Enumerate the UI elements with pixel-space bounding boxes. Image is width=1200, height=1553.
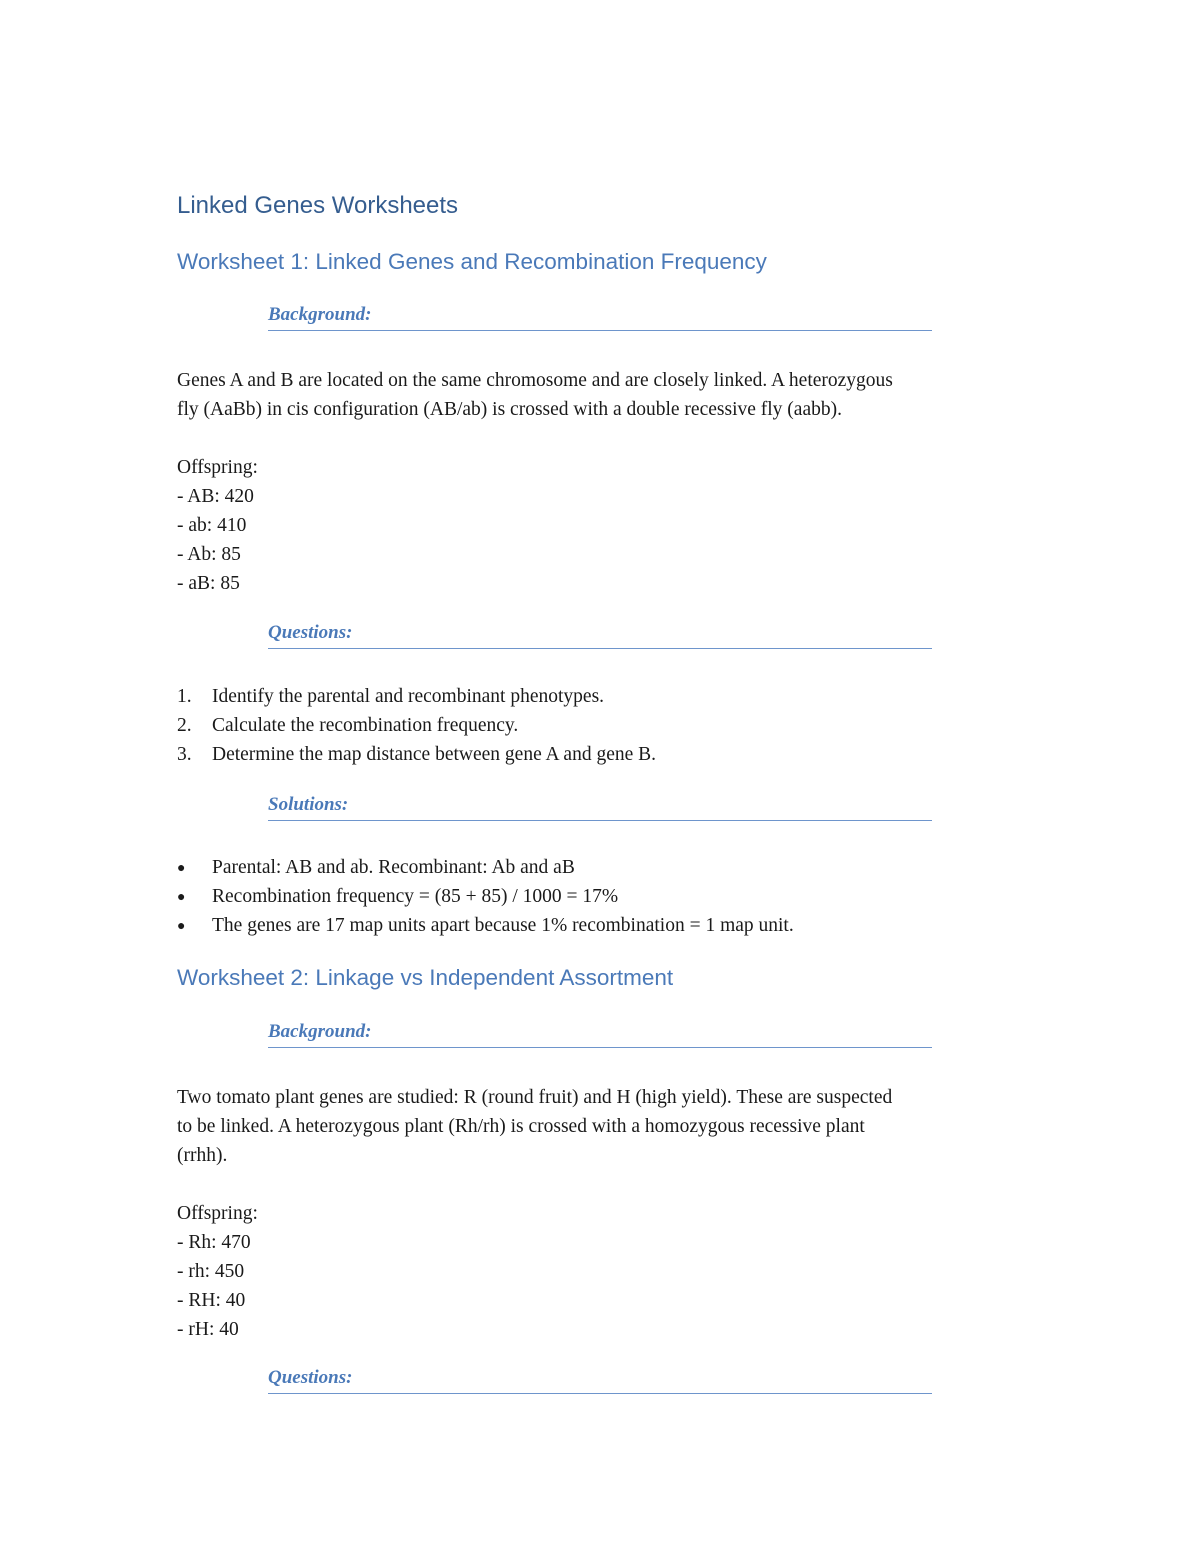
- question-number: 3.: [177, 744, 192, 765]
- question-number: 1.: [177, 686, 192, 707]
- paragraph-line: Genes A and B are located on the same chromosome and are closely linked. A heterozygous: [177, 370, 893, 391]
- worksheet2-background-label: Background:: [268, 1021, 932, 1048]
- offspring-item: - rH: 40: [177, 1319, 239, 1340]
- worksheet2-heading: Worksheet 2: Linkage vs Independent Assortment: [177, 965, 674, 990]
- question-number: 2.: [177, 715, 192, 736]
- bullet-icon: ●: [177, 919, 186, 934]
- bullet-icon: ●: [177, 861, 186, 876]
- worksheet1-heading: Worksheet 1: Linked Genes and Recombination Frequency: [177, 249, 767, 274]
- bullet-icon: ●: [177, 890, 186, 905]
- worksheet1-background-label: Background:: [268, 304, 932, 331]
- question-text: Determine the map distance between gene A and gene B.: [212, 744, 657, 765]
- worksheet1-paragraph: [177, 366, 893, 424]
- solution-text: The genes are 17 map units apart because 1% recombination = 1 map unit.: [212, 915, 794, 936]
- offspring-item: - aB: 85: [177, 573, 240, 594]
- offspring-item: - AB: 420: [177, 486, 254, 507]
- offspring-item: - ab: 410: [177, 515, 247, 536]
- document-title: Linked Genes Worksheets: [177, 192, 459, 219]
- offspring-item: - RH: 40: [177, 1290, 246, 1311]
- paragraph-line: Two tomato plant genes are studied: R (round fruit) and H (high yield). These are suspected: [177, 1087, 893, 1108]
- worksheet2-questions-label: Questions:: [268, 1367, 932, 1394]
- question-text: Calculate the recombination frequency.: [212, 715, 519, 736]
- offspring-item: - Rh: 470: [177, 1232, 251, 1253]
- offspring-label: Offspring:: [177, 457, 258, 478]
- worksheet2-paragraph: [177, 1083, 892, 1170]
- worksheet1-offspring: [177, 453, 258, 598]
- worksheet1-questions-label: Questions:: [268, 622, 932, 649]
- question-text: Identify the parental and recombinant phenotypes.: [212, 686, 605, 707]
- paragraph-line: (rrhh).: [177, 1145, 228, 1166]
- worksheet1-solutions-label: Solutions:: [268, 794, 932, 821]
- worksheet2-offspring: [177, 1199, 258, 1344]
- offspring-item: - Ab: 85: [177, 544, 241, 565]
- solution-text: Parental: AB and ab. Recombinant: Ab and aB: [212, 857, 575, 878]
- paragraph-line: fly (AaBb) in cis configuration (AB/ab) is crossed with a double recessive fly (aabb).: [177, 399, 842, 420]
- solution-text: Recombination frequency = (85 + 85) / 1000 = 17%: [212, 886, 619, 907]
- offspring-label: Offspring:: [177, 1203, 258, 1224]
- offspring-item: - rh: 450: [177, 1261, 245, 1282]
- paragraph-line: to be linked. A heterozygous plant (Rh/rh) is crossed with a homozygous recessive plant: [177, 1116, 865, 1137]
